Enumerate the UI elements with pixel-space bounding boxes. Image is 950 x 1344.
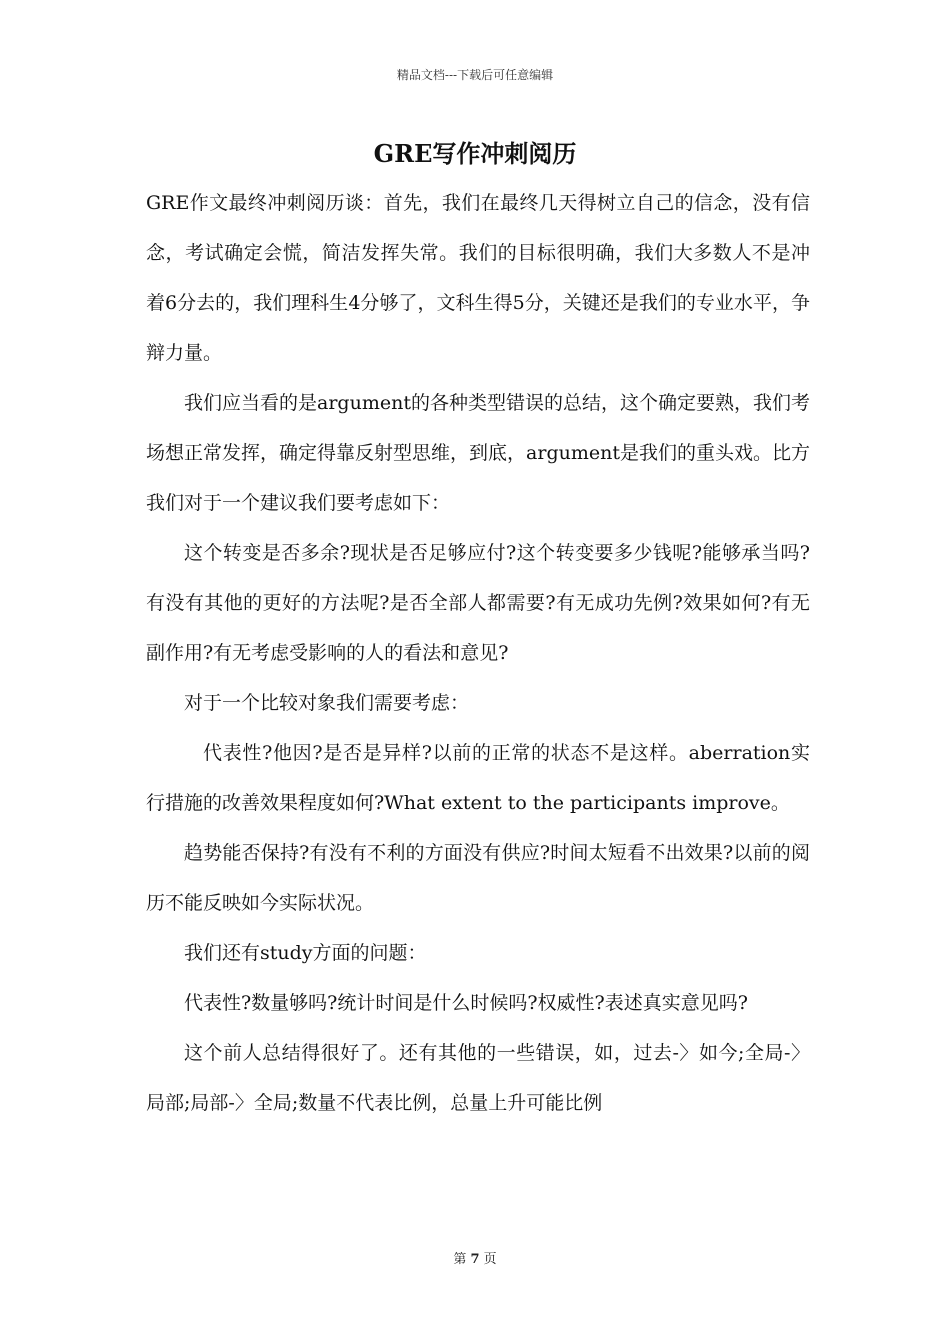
paragraph-study-questions: 代表性?数量够吗?统计时间是什么时候吗?权威性?表述真实意见吗?: [184, 992, 748, 1014]
page-number: 7: [470, 1252, 480, 1267]
paragraph-comparison-questions: 代表性?他因?是否是异样?以前的正常的状态不是这样。aberration实行措施的改善效果程度如何?What extent to the participants improve。: [146, 742, 810, 814]
paragraph-other-errors: 这个前人总结得很好了。还有其他的一些错误，如，过去-〉如今;全局-〉局部;局部-〉全局;数量不代表比例，总量上升可能比例: [146, 1042, 810, 1114]
footer-prefix: 第: [453, 1252, 467, 1267]
paragraph-comparison-intro: 对于一个比较对象我们需要考虑：: [184, 692, 470, 714]
page-footer: [0, 1248, 950, 1267]
footer-suffix: 页: [483, 1252, 497, 1267]
paragraph-argument: 我们应当看的是argument的各种类型错误的总结，这个确定要熟，我们考场想正常发挥，确定得靠反射型思维，到底，argument是我们的重头戏。比方我们对于一个建议我们要考虑如下：: [146, 392, 810, 514]
document-body: [146, 178, 810, 1128]
paragraph-trend: 趋势能否保持?有没有不利的方面没有供应?时间太短看不出效果?以前的阅历不能反映如今实际状况。: [146, 842, 810, 914]
paragraph-intro: GRE作文最终冲刺阅历谈：首先，我们在最终几天得树立自己的信念，没有信念，考试确定会慌，简洁发挥失常。我们的目标很明确，我们大多数人不是冲着6分去的，我们理科生4分够了，文科生得5分，关键还是我们的专业水平，争辩力量。: [146, 192, 810, 364]
paragraph-change-questions: 这个转变是否多余?现状是否足够应付?这个转变要多少钱呢?能够承当吗?有没有其他的更好的方法呢?是否全部人都需要?有无成功先例?效果如何?有无副作用?有无考虑受影响的人的看法和意见?: [146, 542, 810, 664]
paragraph-study-intro: 我们还有study方面的问题：: [184, 942, 427, 964]
document-title: GRE写作冲刺阅历: [373, 139, 577, 168]
page-header: 精品文档---下载后可任意编辑: [396, 68, 554, 82]
